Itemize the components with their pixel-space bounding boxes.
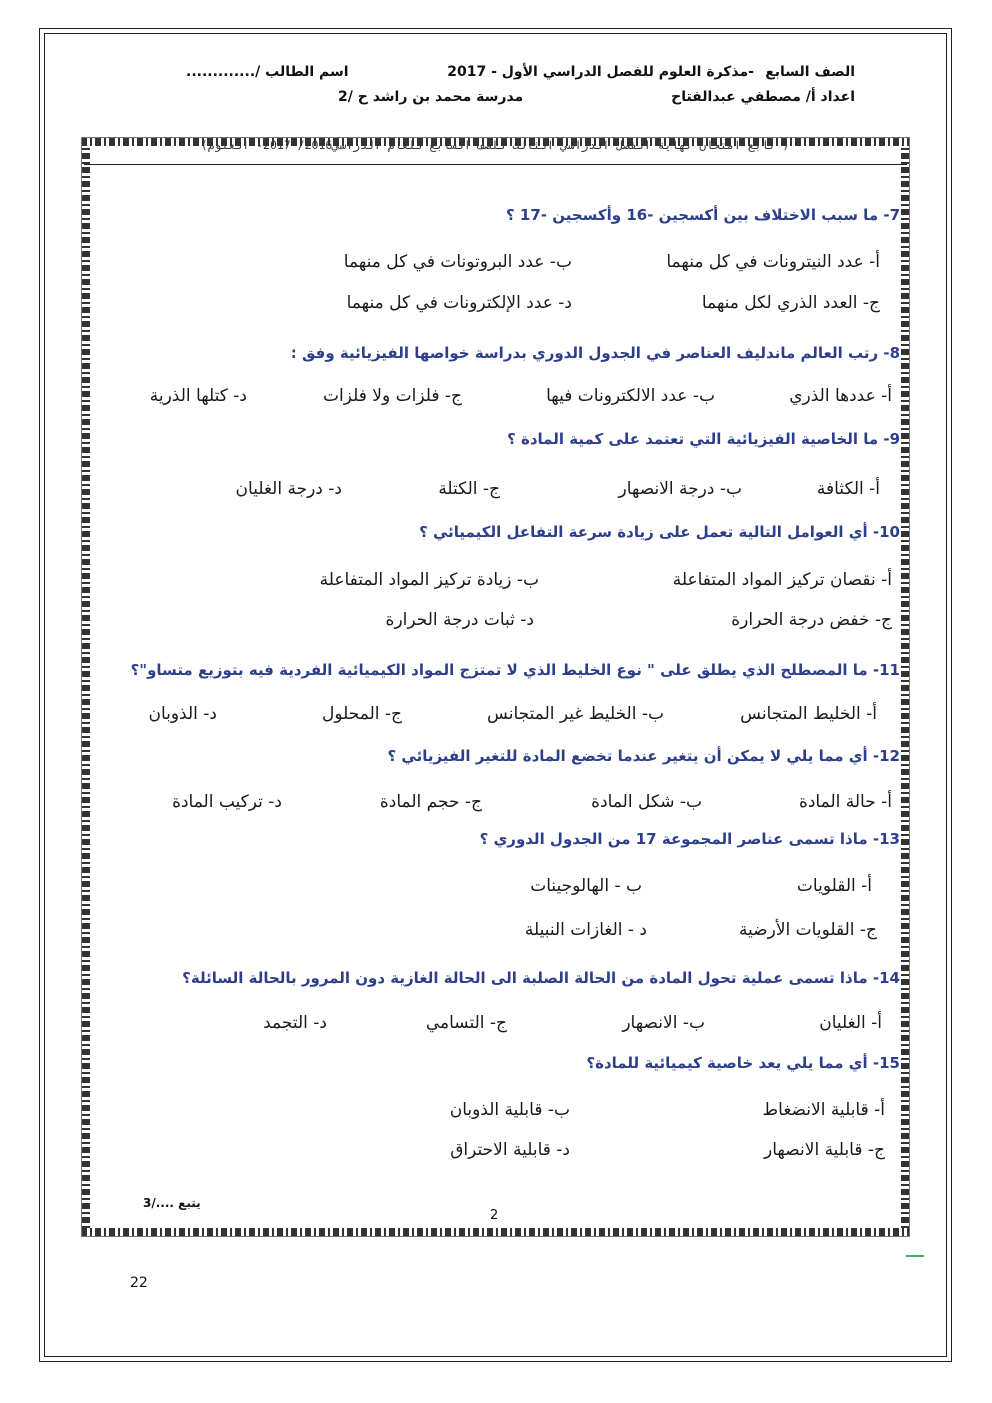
option-9a: أ- الكثافة [816,479,880,499]
option-9b: ب- درجة الانصهار [618,479,742,499]
option-14c: ج- التسامي [425,1013,507,1033]
option-13b: ب - الهالوجينات [530,876,642,896]
option-14d: د- التجمد [263,1013,327,1033]
memo-title: -مذكرة العلوم للفصل الدراسي الأول - 2017 [447,64,754,80]
student-name-field: اسم الطالب /............. [186,64,349,80]
question-8: 8- رتب العالم ماندليف العناصر في الجدول الدوري بدراسة خواصها الفيزيائية وفق : [290,344,900,362]
option-7c: ج- العدد الذري لكل منهما [701,293,880,313]
option-12a: أ- حالة المادة [798,792,892,812]
option-8c: ج- فلزات ولا فلزات [323,386,462,406]
option-7a: أ- عدد النيترونات في كل منهما [666,252,880,272]
green-mark [906,1255,924,1257]
question-10: 10- أي العوامل التالية تعمل على زيادة سرعة التفاعل الكيميائي ؟ [419,523,900,541]
option-10c: ج- خفض درجة الحرارة [731,610,892,630]
question-7: 7- ما سبب الاختلاف بين أكسجين -16 وأكسجين -17 ؟ [505,206,900,224]
option-14b: ب- الانصهار [622,1013,705,1033]
option-8b: ب- عدد الالكترونات فيها [546,386,715,406]
option-13d: د - الغازات النبيلة [524,920,647,940]
question-14: 14- ماذا تسمى عملية تحول المادة من الحالة الصلبة الى الحالة الغازية دون المرور بالحالة السائلة؟ [182,969,900,987]
option-15a: أ- قابلية الانضغاط [762,1100,885,1120]
school-name: مدرسة محمد بن راشد ح /2 [338,89,524,105]
option-12c: ج- حجم المادة [379,792,482,812]
question-11: 11- ما المصطلح الذي يطلق على " نوع الخليط الذي لا تمتزج المواد الكيميائية الفردية فيه بتوزيع متساو"؟ [130,661,900,679]
option-14a: أ- الغليان [819,1013,882,1033]
option-7b: ب- عدد البروتونات في كل منهما [343,252,572,272]
prepared-by: اعداد أ/ مصطفي عبدالفتاح [671,89,855,105]
option-11b: ب- الخليط غير المتجانس [487,704,664,724]
option-12b: ب- شكل المادة [591,792,702,812]
exam-subheader: ( تابع امتحان نهاية الفصل الدراسي الثالث للصف السابع للعام الدراسي2016/ 2017- العلوم) [200,138,790,152]
question-9: 9- ما الخاصية الفيزيائية التي تعتمد على كمية المادة ؟ [507,430,900,448]
option-13a: أ- القلويات [796,876,872,896]
option-8a: أ- عددها الذري [789,386,892,406]
option-10d: د- ثبات درجة الحرارة [385,610,534,630]
option-12d: د- تركيب المادة [172,792,282,812]
sheet-number: 22 [130,1275,148,1291]
option-13c: ج- القلويات الأرضية [738,920,877,940]
option-9d: د- درجة الغليان [235,479,342,499]
question-15: 15- أي مما يلي يعد خاصية كيميائية للمادة؟ [586,1054,900,1072]
continue-note: يتبع ..../3 [143,1196,201,1210]
page-number: 2 [490,1208,499,1223]
option-10b: ب- زيادة تركيز المواد المتفاعلة [319,570,539,590]
option-15d: د- قابلية الاحتراق [450,1140,570,1160]
option-9c: ج- الكتلة [438,479,500,499]
option-11a: أ- الخليط المتجانس [740,704,877,724]
option-11c: ج- المحلول [322,704,402,724]
question-13: 13- ماذا تسمى عناصر المجموعة 17 من الجدول الدوري ؟ [479,830,900,848]
question-12: 12- أي مما يلي لا يمكن أن يتغير عندما تخضع المادة للتغير الفيزيائي ؟ [387,747,900,765]
grade-label: الصف السابع [765,64,855,80]
option-10a: أ- نقصان تركيز المواد المتفاعلة [672,570,892,590]
option-7d: د- عدد الإلكترونات في كل منهما [346,293,572,313]
option-15b: ب- قابلية الذوبان [449,1100,570,1120]
subheader-divider [84,164,907,165]
option-15c: ج- قابلية الانصهار [764,1140,885,1160]
option-8d: د- كتلها الذرية [149,386,247,406]
option-11d: د- الذوبان [148,704,217,724]
